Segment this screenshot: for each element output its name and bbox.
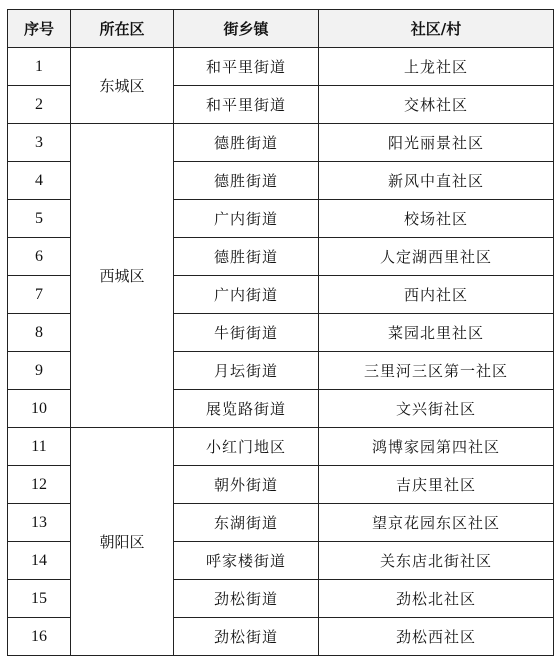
serial-number-cell: 15 bbox=[8, 580, 71, 618]
street-cell: 广内街道 bbox=[174, 276, 319, 314]
serial-number-cell: 2 bbox=[8, 86, 71, 124]
community-cell: 三里河三区第一社区 bbox=[319, 352, 554, 390]
district-cell: 朝阳区 bbox=[71, 428, 174, 656]
table-body bbox=[8, 48, 554, 656]
street-cell: 德胜街道 bbox=[174, 162, 319, 200]
district-cell: 东城区 bbox=[71, 48, 174, 124]
community-cell: 阳光丽景社区 bbox=[319, 124, 554, 162]
community-cell: 上龙社区 bbox=[319, 48, 554, 86]
serial-number-cell: 4 bbox=[8, 162, 71, 200]
street-cell: 展览路街道 bbox=[174, 390, 319, 428]
street-cell: 牛街街道 bbox=[174, 314, 319, 352]
community-cell: 望京花园东区社区 bbox=[319, 504, 554, 542]
street-cell: 月坛街道 bbox=[174, 352, 319, 390]
header-district: 所在区 bbox=[71, 10, 174, 48]
serial-number-cell: 10 bbox=[8, 390, 71, 428]
serial-number-cell: 1 bbox=[8, 48, 71, 86]
street-cell: 小红门地区 bbox=[174, 428, 319, 466]
serial-number-cell: 6 bbox=[8, 238, 71, 276]
serial-number-cell: 9 bbox=[8, 352, 71, 390]
serial-number-cell: 7 bbox=[8, 276, 71, 314]
street-cell: 朝外街道 bbox=[174, 466, 319, 504]
street-cell: 东湖街道 bbox=[174, 504, 319, 542]
community-cell: 劲松西社区 bbox=[319, 618, 554, 656]
header-community-village: 社区/村 bbox=[319, 10, 554, 48]
serial-number-cell: 13 bbox=[8, 504, 71, 542]
serial-number-cell: 5 bbox=[8, 200, 71, 238]
table-row bbox=[8, 428, 554, 466]
community-cell: 交林社区 bbox=[319, 86, 554, 124]
street-cell: 德胜街道 bbox=[174, 124, 319, 162]
street-cell: 广内街道 bbox=[174, 200, 319, 238]
serial-number-cell: 14 bbox=[8, 542, 71, 580]
table-row bbox=[8, 124, 554, 162]
community-cell: 西内社区 bbox=[319, 276, 554, 314]
community-cell: 人定湖西里社区 bbox=[319, 238, 554, 276]
street-cell: 劲松街道 bbox=[174, 580, 319, 618]
street-cell: 劲松街道 bbox=[174, 618, 319, 656]
community-cell: 文兴街社区 bbox=[319, 390, 554, 428]
community-cell: 关东店北街社区 bbox=[319, 542, 554, 580]
street-cell: 呼家楼街道 bbox=[174, 542, 319, 580]
table-row bbox=[8, 48, 554, 86]
street-cell: 和平里街道 bbox=[174, 86, 319, 124]
community-cell: 劲松北社区 bbox=[319, 580, 554, 618]
header-row bbox=[8, 10, 554, 48]
header-street-town: 街乡镇 bbox=[174, 10, 319, 48]
serial-number-cell: 12 bbox=[8, 466, 71, 504]
serial-number-cell: 16 bbox=[8, 618, 71, 656]
header-serial-number: 序号 bbox=[8, 10, 71, 48]
district-cell: 西城区 bbox=[71, 124, 174, 428]
serial-number-cell: 8 bbox=[8, 314, 71, 352]
community-cell: 吉庆里社区 bbox=[319, 466, 554, 504]
community-cell: 校场社区 bbox=[319, 200, 554, 238]
street-cell: 德胜街道 bbox=[174, 238, 319, 276]
serial-number-cell: 3 bbox=[8, 124, 71, 162]
serial-number-cell: 11 bbox=[8, 428, 71, 466]
community-cell: 新风中直社区 bbox=[319, 162, 554, 200]
community-cell: 菜园北里社区 bbox=[319, 314, 554, 352]
community-cell: 鸿博家园第四社区 bbox=[319, 428, 554, 466]
street-cell: 和平里街道 bbox=[174, 48, 319, 86]
community-table bbox=[7, 9, 554, 656]
